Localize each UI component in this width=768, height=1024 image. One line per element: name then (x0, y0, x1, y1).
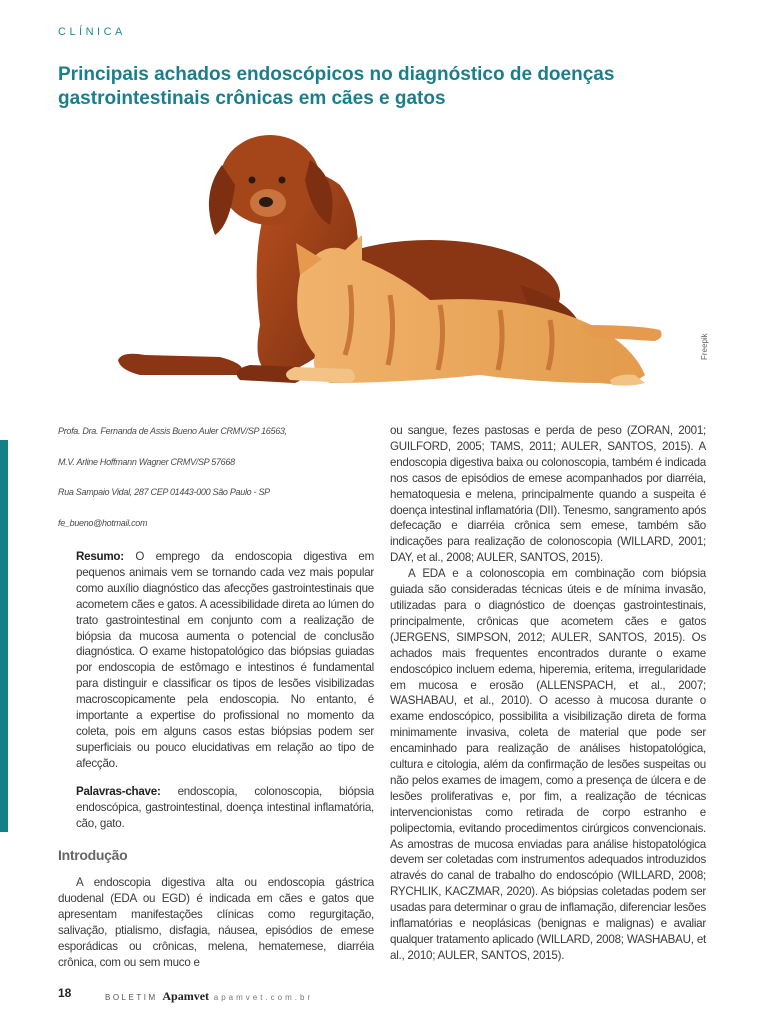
page-number: 18 (58, 986, 72, 1000)
page-footer (58, 986, 738, 1002)
accent-sidebar (0, 440, 8, 832)
section-label: CLÍNICA (58, 26, 126, 38)
author-email: fe_bueno@hotmail.com (58, 517, 148, 528)
right-column (390, 423, 706, 964)
intro-paragraph-1: A endoscopia digestiva alta ou endoscopia gástrica duodenal (EDA ou EGD) é indicada em cães e gatos que apresentam manifestações clínicas como regurgitação, salivação, ptialismo, disfagia, náusea, episódios de emese esporádicas ou crônicas, melena, hematemese, diarréia crônica, com ou sem muco e (58, 876, 374, 969)
author-2: M.V. Arline Hoffmann Wagner CRMV/SP 57668 (58, 456, 235, 467)
left-column (58, 425, 374, 971)
author-address: Rua Sampaio Vidal, 287 CEP 01443-000 São Paulo - SP (58, 487, 270, 497)
keywords-label: Palavras-chave: (76, 784, 161, 798)
abstract-text: O emprego da endoscopia digestiva em pequenos animais vem se tornando cada vez mais popular como auxílio diagnóstico das afecções gastrointestinais que acometem cães e gatos. A acessibilidade direta ao lúmen do trato gastrointestinal em conjunto com a realização de biópsia da mucosa aumenta o potencial de conclusão diagnóstica. O exame histopatológico das biópsias guiadas por endoscopia de estômago e intestinos é fundamental para distinguir e classificar os tipos de lesões visibilizadas macroscopicamente pela endoscopia. No entanto, é importante a expertise do profissional no momento da coleta, pois em alguns casos estas biópsias podem ser superficiais ou pouco elucidativas em relação ao tipo de afecção. (76, 550, 374, 770)
abstract-label: Resumo: (76, 550, 124, 563)
keywords-text: endoscopia, colonoscopia, biópsia endoscópica, gastrointestinal, doença intestinal inflamatória, cão, gato. (76, 784, 374, 830)
article-title: Principais achados endoscópicos no diagnóstico de doenças gastrointestinais crônicas em cães e gatos (58, 64, 615, 109)
author-1: Profa. Dra. Fernanda de Assis Bueno Auler CRMV/SP 16563, (58, 426, 287, 436)
footer-prefix: BOLETIM (105, 993, 158, 1002)
keywords (58, 784, 374, 832)
intro-paragraph-2: A EDA e a colonoscopia em combinação com biópsia guiada são consideradas técnicas úteis e de mínima invasão, utilizadas para o diagnóstico de doenças gastrointestinais, principalmente, crônicas que acometem cães e gatos (JERGENS, SIMPSON, 2012; AULER, SANTOS, 2015). Os achados mais frequentes encontrados durante o exame endoscópico incluem edema, hiperemia, eritema, irregularidade em mucosa e erosão (ALLENSPACH, et al., 2007; WASHABAU, et al., 2010). O acesso à mucosa durante o exame endoscópico, possibilita a visibilização direta de forma minimamente invasiva, coleta de material que pode ser encaminhado para realização de análises histopatológica, cultura e citologia, além da confirmação de lesões suspeitas ou não pelos exames de imagem, como a presença de úlcera e de lesões proliferativas e, por fim, a realização de técnicas intervencionistas como retirada de corpo estranho e polipectomia, evitando procedimentos cirúrgicos convencionais. As amostras de mucosa enviadas para análise histopatológica devem ser coletadas com instrumentos adequados introduzidos através do canal de trabalho do endoscópio (WILLARD, 2008; RYCHLIK, KACZMAR, 2020). As biópsias coletadas podem ser usadas para determinar o grau de inflamação, diferenciar lesões inflamatórias e neoplásicas (benignas e malignas) e avaliar qualquer tratamento aplicado (WILLARD, 2008; WASHABAU, et al., 2010; AULER, SANTOS, 2015). (390, 567, 706, 962)
brand-name: Apamvet (162, 989, 210, 1003)
footer-site: apamvet.com.br (213, 993, 314, 1002)
intro-paragraph-1-continued: ou sangue, fezes pastosas e perda de peso (ZORAN, 2001; GUILFORD, 2005; TAMS, 2011; AULER, SANTOS, 2015). A endoscopia digestiva baixa ou colonoscopia, também é indicada nos casos de episódios de emese acompanhados por diarréia, hematoquesia e melena, principalmente quando a suspeita é doença intestinal inflamatória (DII). Tenesmo, sangramento após defecação e diarréia crônica sem emese, também são indicações para realização de colonoscopia (WILLARD, 2001; DAY, et al., 2008; AULER, SANTOS, 2015). (390, 424, 706, 565)
photo-credit: Freepik (700, 333, 709, 360)
intro-heading: Introdução (58, 847, 128, 864)
footer-brand (105, 989, 313, 1004)
dog-and-cat-photo (100, 125, 680, 405)
abstract (58, 549, 374, 772)
